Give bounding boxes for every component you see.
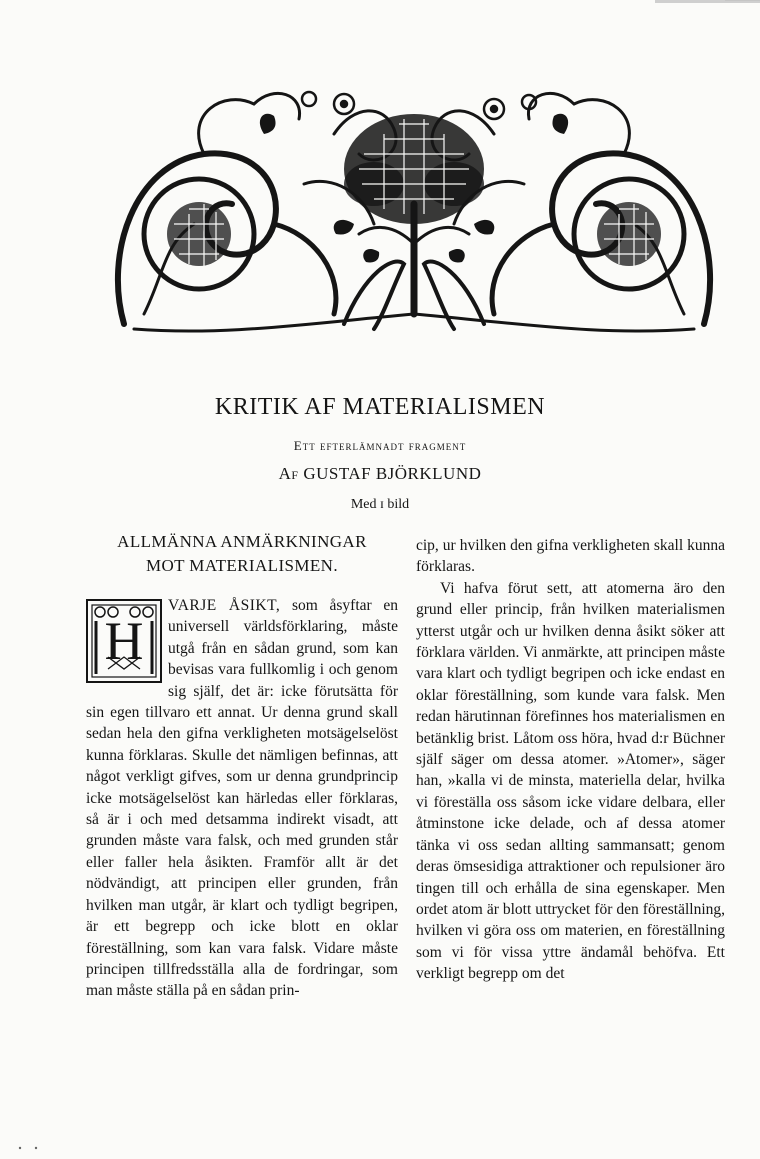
- body-paragraph: Vi hafva förut sett, att atomerna äro den grund eller princip, från hvilken materialismen ytterst utgår och ur hvilken denna åsikt söker att förklara världen. Vi anmärkte, att principen måste vara klart och tydligt begripen och icke endast en oklar föreställning, som kunde vara falsk. Men redan härutinnan förefinnes hos materialismen en betänklig brist. Låtom oss höra, hvad d:r Büchner själf säger om dessa atomer. »Atomer», säger han, »kalla vi de minsta, materiella delar, hvilka vi föreställa oss såsom icke vidare delbara, eller åtminstone icke delade, och af dessa atomer tänka vi oss sedan allting sammansatt; genom deras ömsesidiga attraktioner och repulsioner äro tingen till och erhålla de sina egenskaper. Men ordet atom är blott uttrycket för den föreställning, hvilken vi göra oss om materien, en föreställning som vi för vissa yttre ändamål behöfva. Ett verkligt begrepp om det: [416, 579, 725, 983]
- article-title: KRITIK AF MATERIALISMEN: [214, 394, 546, 420]
- author-name: GUSTAF BJÖRKLUND: [303, 464, 482, 483]
- author-prefix: Af: [278, 464, 299, 483]
- author-line: [0, 464, 760, 484]
- article-subtitle: Ett efterlämnadt fragment: [293, 438, 467, 453]
- right-column: [416, 535, 725, 985]
- dropcap-initial: [86, 599, 162, 683]
- left-column: [86, 530, 398, 1002]
- section-heading-line-1: ALLMÄNNA ANMÄRKNINGAR: [117, 532, 367, 551]
- opening-paragraph: [86, 595, 398, 1002]
- left-body-text: som åsyftar en universell världsförklaring, måste utgå från en sådan grund, som kan bevisas vara fullkomlig i och genom sig själf, det är: icke förutsätta för sin egen tillvaro ett annat. Ur denna grund skall sedan hela den gifna verkligheten motsägelselöst kunna förklaras. Skulle det nämligen befinnas, att något verkligt gifves, som ur denna grundprincip icke motsägelselöst kan härledas eller förklaras, så är i och med detsamma indirekt visadt, att grunden måste vara falsk, och med grunden står eller faller hela åsikten. Framför allt är det nödvändigt, att principen eller grunden, från hvilken man utgår, är klart och tydligt begripen, är ett begrepp och icke blott en oklar föreställning, som kan vara falsk. Vidare måste principen tillfredsställa alla de fordringar, som man måste ställa på en sådan prin-: [86, 597, 398, 1000]
- section-heading: [86, 530, 398, 578]
- dropcap-letter: H: [104, 611, 144, 671]
- opening-words: VARJE ÅSIKT,: [168, 597, 281, 614]
- page-edge-mark: [655, 0, 760, 3]
- illustration-note: Med ɪ bild: [350, 497, 410, 512]
- continued-paragraph: cip, ur hvilken den gifna verkligheten skall kunna förklaras.: [416, 537, 725, 576]
- section-heading-line-2: MOT MATERIALISMEN.: [145, 556, 338, 575]
- floral-headpiece-ornament: [104, 74, 724, 336]
